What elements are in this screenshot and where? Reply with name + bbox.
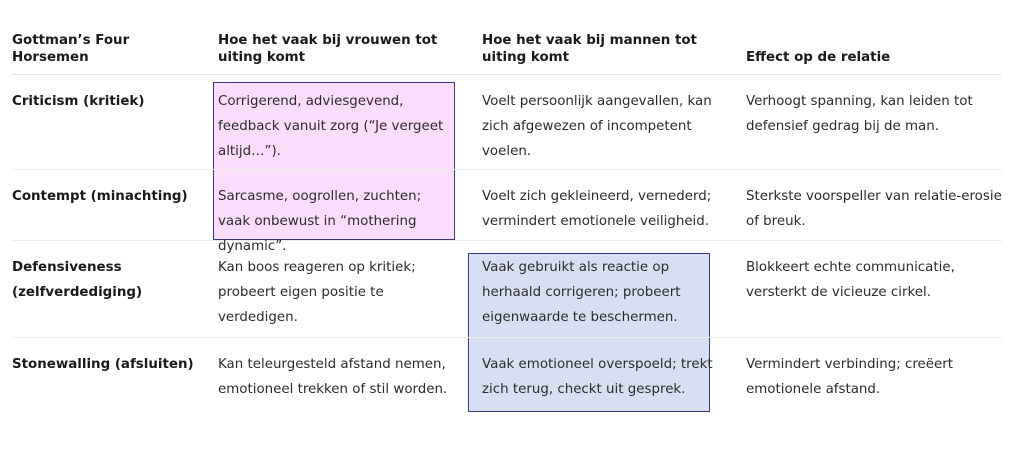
cell-men: Vaak gebruikt als reactie op herhaald corrigeren; probeert eigenwaarde te beschermen. [482, 260, 681, 325]
cell-women: Corrigerend, adviesgevend, feedback vanuit zorg (“Je vergeet altijd…”). [218, 94, 444, 159]
cell-men: Vaak emotioneel overspoeld; trekt zich terug, checkt uit gesprek. [482, 357, 713, 397]
cell-horseman: Criticism (kritiek) [12, 94, 145, 109]
table-row [12, 241, 1002, 338]
cell-horseman: Contempt (minachting) [12, 189, 188, 204]
cell-men: Voelt persoonlijk aangevallen, kan zich afgewezen of incompetent voelen. [482, 94, 712, 159]
four-horsemen-table [12, 30, 1002, 418]
cell-women: Kan boos reageren op kritiek; probeert eigen positie te verdedigen. [218, 260, 416, 325]
cell-effect: Verhoogt spanning, kan leiden tot defensief gedrag bij de man. [746, 94, 973, 134]
cell-effect: Vermindert verbinding; creëert emotionele afstand. [746, 357, 954, 397]
cell-effect: Blokkeert echte communicatie, versterkt de vicieuze cirkel. [746, 260, 955, 300]
table-row [12, 338, 1002, 418]
header-horsemen: Gottman’s Four Horsemen [12, 33, 130, 65]
cell-men: Voelt zich gekleineerd, vernederd; vermindert emotionele veiligheid. [482, 189, 712, 229]
cell-women: Sarcasme, oogrollen, zuchten; vaak onbewust in “mothering dynamic”. [218, 189, 422, 254]
cell-horseman: Defensiveness (zelfverdediging) [12, 260, 143, 300]
table-row [12, 75, 1002, 170]
header-women: Hoe het vaak bij vrouwen tot uiting komt [218, 33, 438, 65]
table-row [12, 170, 1002, 254]
cell-horseman: Stonewalling (afsluiten) [12, 357, 194, 372]
header-men: Hoe het vaak bij mannen tot uiting komt [482, 33, 697, 65]
cell-effect: Sterkste voorspeller van relatie-erosie of breuk. [746, 189, 1002, 229]
header-effect: Effect op de relatie [746, 50, 891, 65]
cell-women: Kan teleurgesteld afstand nemen, emotioneel trekken of stil worden. [218, 357, 448, 397]
table-header-row [12, 30, 1002, 75]
